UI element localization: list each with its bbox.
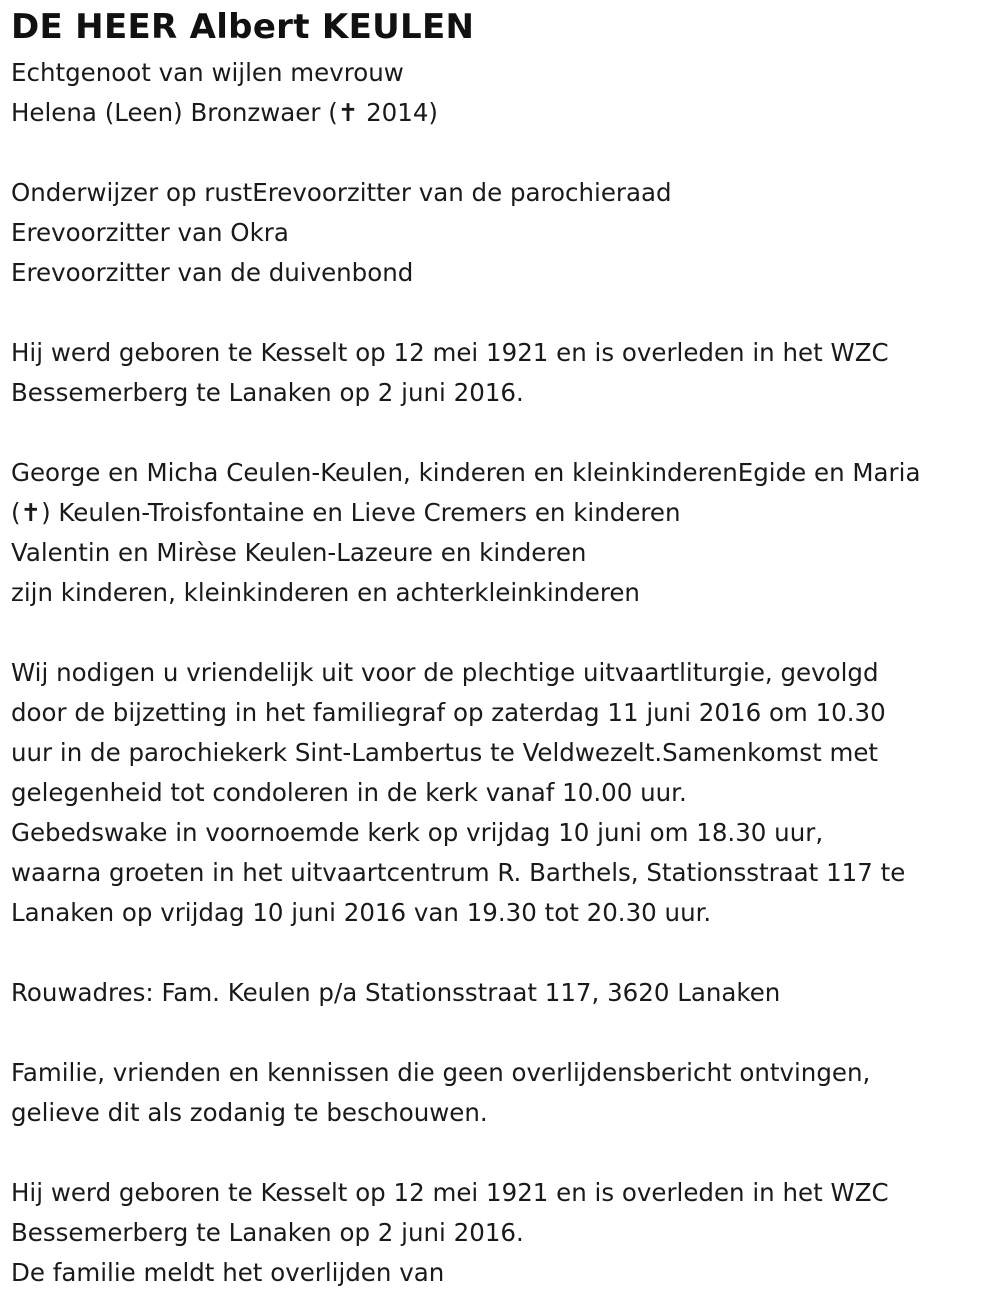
ceremony-line: gelegenheid tot condoleren in de kerk vanaf 10.00 uur. [11, 778, 687, 807]
closing-section [11, 1173, 993, 1293]
closing-line: Bessemerberg te Lanaken op 2 juni 2016. [11, 1218, 524, 1247]
roles-section [11, 173, 993, 293]
ceremony-line: waarna groeten in het uitvaartcentrum R. Barthels, Stationsstraat 117 te [11, 858, 906, 887]
obituary-document [11, 0, 993, 1293]
ceremony-line: Gebedswake in voornoemde kerk op vrijdag 10 juni om 18.30 uur, [11, 818, 824, 847]
family-line: zijn kinderen, kleinkinderen en achterkleinkinderen [11, 578, 640, 607]
closing-line: De familie meldt het overlijden van [11, 1258, 445, 1287]
paragraph-spacer [11, 1133, 993, 1173]
spouse-line: Echtgenoot van wijlen mevrouw [11, 58, 404, 87]
paragraph-spacer [11, 1013, 993, 1053]
family-line: Valentin en Mirèse Keulen-Lazeure en kinderen [11, 538, 587, 567]
family-line: (✝) Keulen-Troisfontaine en Lieve Cremers en kinderen [11, 498, 681, 527]
notice-section [11, 1053, 993, 1133]
family-section [11, 453, 993, 613]
ceremony-section [11, 653, 993, 933]
paragraph-spacer [11, 933, 993, 973]
paragraph-spacer [11, 133, 993, 173]
role-line: Onderwijzer op rustErevoorzitter van de parochieraad [11, 178, 672, 207]
paragraph-spacer [11, 613, 993, 653]
spouse-line: Helena (Leen) Bronzwaer (✝ 2014) [11, 98, 438, 127]
birth-death-line: Bessemerberg te Lanaken op 2 juni 2016. [11, 378, 524, 407]
ceremony-line: Lanaken op vrijdag 10 juni 2016 van 19.30 tot 20.30 uur. [11, 898, 712, 927]
birth-death-section [11, 333, 993, 413]
role-line: Erevoorzitter van de duivenbond [11, 258, 414, 287]
paragraph-spacer [11, 413, 993, 453]
ceremony-line: uur in de parochiekerk Sint-Lambertus te Veldwezelt.Samenkomst met [11, 738, 879, 767]
notice-line: Familie, vrienden en kennissen die geen overlijdensbericht ontvingen, [11, 1058, 871, 1087]
deceased-name-title: DE HEER Albert KEULEN [11, 7, 475, 47]
address-section [11, 973, 993, 1013]
closing-line: Hij werd geboren te Kesselt op 12 mei 1921 en is overleden in het WZC [11, 1178, 889, 1207]
ceremony-line: Wij nodigen u vriendelijk uit voor de plechtige uitvaartliturgie, gevolgd [11, 658, 879, 687]
family-line: George en Micha Ceulen-Keulen, kinderen en kleinkinderenEgide en Maria [11, 458, 921, 487]
spouse-section [11, 53, 993, 133]
paragraph-spacer [11, 293, 993, 333]
ceremony-line: door de bijzetting in het familiegraf op zaterdag 11 juni 2016 om 10.30 [11, 698, 886, 727]
mourning-address: Rouwadres: Fam. Keulen p/a Stationsstraat 117, 3620 Lanaken [11, 978, 781, 1007]
role-line: Erevoorzitter van Okra [11, 218, 289, 247]
notice-line: gelieve dit als zodanig te beschouwen. [11, 1098, 488, 1127]
birth-death-line: Hij werd geboren te Kesselt op 12 mei 1921 en is overleden in het WZC [11, 338, 889, 367]
